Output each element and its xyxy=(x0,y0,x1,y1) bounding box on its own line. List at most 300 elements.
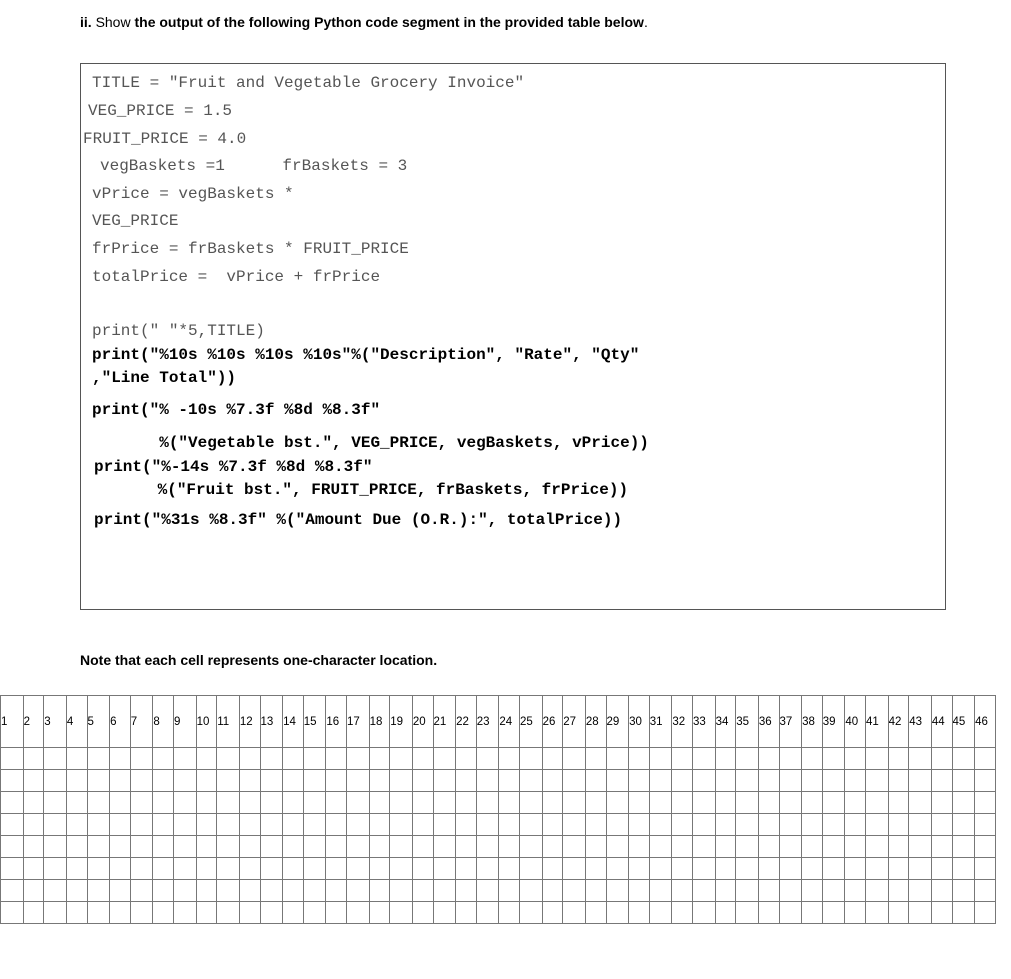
grid-cell[interactable] xyxy=(412,836,433,858)
grid-cell[interactable] xyxy=(456,770,477,792)
grid-cell[interactable] xyxy=(649,814,672,836)
grid-cell[interactable] xyxy=(260,858,283,880)
grid-cell[interactable] xyxy=(866,880,889,902)
grid-cell[interactable] xyxy=(499,902,520,924)
grid-cell[interactable] xyxy=(303,902,326,924)
grid-cell[interactable] xyxy=(931,880,952,902)
grid-cell[interactable] xyxy=(326,858,347,880)
grid-cell[interactable] xyxy=(888,770,909,792)
grid-cell[interactable] xyxy=(909,770,932,792)
grid-cell[interactable] xyxy=(239,836,260,858)
grid-cell[interactable] xyxy=(563,748,586,770)
grid-cell[interactable] xyxy=(779,748,802,770)
grid-cell[interactable] xyxy=(87,880,110,902)
grid-cell[interactable] xyxy=(66,770,87,792)
grid-cell[interactable] xyxy=(822,814,845,836)
grid-cell[interactable] xyxy=(802,836,823,858)
grid-cell[interactable] xyxy=(693,792,716,814)
grid-cell[interactable] xyxy=(779,836,802,858)
grid-cell[interactable] xyxy=(283,748,304,770)
grid-cell[interactable] xyxy=(975,902,996,924)
grid-cell[interactable] xyxy=(87,792,110,814)
grid-cell[interactable] xyxy=(390,836,413,858)
grid-cell[interactable] xyxy=(87,858,110,880)
grid-cell[interactable] xyxy=(672,814,693,836)
grid-cell[interactable] xyxy=(606,770,629,792)
grid-cell[interactable] xyxy=(499,748,520,770)
grid-cell[interactable] xyxy=(629,770,650,792)
grid-cell[interactable] xyxy=(87,902,110,924)
grid-cell[interactable] xyxy=(585,880,606,902)
grid-cell[interactable] xyxy=(390,792,413,814)
grid-cell[interactable] xyxy=(563,880,586,902)
grid-cell[interactable] xyxy=(196,792,217,814)
grid-cell[interactable] xyxy=(153,880,174,902)
grid-cell[interactable] xyxy=(217,836,240,858)
grid-cell[interactable] xyxy=(931,770,952,792)
grid-cell[interactable] xyxy=(326,836,347,858)
grid-cell[interactable] xyxy=(412,902,433,924)
grid-cell[interactable] xyxy=(866,836,889,858)
grid-cell[interactable] xyxy=(975,836,996,858)
grid-cell[interactable] xyxy=(585,814,606,836)
grid-cell[interactable] xyxy=(802,792,823,814)
grid-cell[interactable] xyxy=(283,902,304,924)
grid-cell[interactable] xyxy=(390,814,413,836)
grid-cell[interactable] xyxy=(952,770,975,792)
grid-cell[interactable] xyxy=(975,880,996,902)
grid-cell[interactable] xyxy=(563,792,586,814)
grid-cell[interactable] xyxy=(456,836,477,858)
grid-cell[interactable] xyxy=(845,814,866,836)
grid-cell[interactable] xyxy=(952,814,975,836)
grid-cell[interactable] xyxy=(866,748,889,770)
grid-cell[interactable] xyxy=(433,748,456,770)
grid-cell[interactable] xyxy=(326,814,347,836)
grid-cell[interactable] xyxy=(542,792,563,814)
grid-cell[interactable] xyxy=(845,748,866,770)
grid-cell[interactable] xyxy=(326,792,347,814)
grid-cell[interactable] xyxy=(931,858,952,880)
grid-cell[interactable] xyxy=(390,902,413,924)
grid-cell[interactable] xyxy=(456,748,477,770)
grid-cell[interactable] xyxy=(110,792,131,814)
grid-cell[interactable] xyxy=(715,792,736,814)
grid-cell[interactable] xyxy=(196,880,217,902)
grid-cell[interactable] xyxy=(66,858,87,880)
grid-cell[interactable] xyxy=(822,836,845,858)
grid-cell[interactable] xyxy=(44,836,67,858)
grid-cell[interactable] xyxy=(779,792,802,814)
grid-cell[interactable] xyxy=(585,902,606,924)
grid-cell[interactable] xyxy=(23,836,44,858)
grid-cell[interactable] xyxy=(283,814,304,836)
grid-cell[interactable] xyxy=(347,748,370,770)
grid-cell[interactable] xyxy=(909,748,932,770)
grid-cell[interactable] xyxy=(412,814,433,836)
grid-cell[interactable] xyxy=(153,792,174,814)
grid-cell[interactable] xyxy=(283,792,304,814)
grid-cell[interactable] xyxy=(174,814,197,836)
grid-cell[interactable] xyxy=(1,792,24,814)
grid-cell[interactable] xyxy=(196,836,217,858)
grid-cell[interactable] xyxy=(649,792,672,814)
grid-cell[interactable] xyxy=(130,814,153,836)
grid-cell[interactable] xyxy=(23,748,44,770)
grid-cell[interactable] xyxy=(239,858,260,880)
grid-cell[interactable] xyxy=(693,748,716,770)
grid-cell[interactable] xyxy=(23,770,44,792)
grid-cell[interactable] xyxy=(693,858,716,880)
grid-cell[interactable] xyxy=(369,770,390,792)
grid-cell[interactable] xyxy=(715,902,736,924)
grid-cell[interactable] xyxy=(520,902,543,924)
grid-cell[interactable] xyxy=(153,858,174,880)
grid-cell[interactable] xyxy=(649,858,672,880)
grid-cell[interactable] xyxy=(110,814,131,836)
grid-cell[interactable] xyxy=(217,748,240,770)
grid-cell[interactable] xyxy=(736,814,759,836)
grid-cell[interactable] xyxy=(715,836,736,858)
grid-cell[interactable] xyxy=(606,858,629,880)
grid-cell[interactable] xyxy=(44,792,67,814)
grid-cell[interactable] xyxy=(217,792,240,814)
grid-cell[interactable] xyxy=(326,880,347,902)
grid-cell[interactable] xyxy=(196,770,217,792)
grid-cell[interactable] xyxy=(542,748,563,770)
grid-cell[interactable] xyxy=(283,880,304,902)
grid-cell[interactable] xyxy=(110,770,131,792)
grid-cell[interactable] xyxy=(585,836,606,858)
grid-cell[interactable] xyxy=(779,880,802,902)
grid-cell[interactable] xyxy=(174,880,197,902)
grid-cell[interactable] xyxy=(130,792,153,814)
grid-cell[interactable] xyxy=(845,880,866,902)
grid-cell[interactable] xyxy=(44,748,67,770)
grid-cell[interactable] xyxy=(369,858,390,880)
grid-cell[interactable] xyxy=(802,880,823,902)
grid-cell[interactable] xyxy=(283,858,304,880)
grid-cell[interactable] xyxy=(520,836,543,858)
grid-cell[interactable] xyxy=(369,880,390,902)
grid-cell[interactable] xyxy=(931,902,952,924)
grid-cell[interactable] xyxy=(476,748,499,770)
grid-cell[interactable] xyxy=(975,770,996,792)
grid-cell[interactable] xyxy=(369,836,390,858)
grid-cell[interactable] xyxy=(563,858,586,880)
grid-cell[interactable] xyxy=(412,748,433,770)
grid-cell[interactable] xyxy=(606,880,629,902)
grid-cell[interactable] xyxy=(736,902,759,924)
grid-cell[interactable] xyxy=(476,836,499,858)
grid-cell[interactable] xyxy=(542,770,563,792)
grid-cell[interactable] xyxy=(975,792,996,814)
grid-cell[interactable] xyxy=(931,792,952,814)
grid-cell[interactable] xyxy=(153,814,174,836)
grid-cell[interactable] xyxy=(736,836,759,858)
grid-cell[interactable] xyxy=(909,792,932,814)
grid-cell[interactable] xyxy=(606,792,629,814)
grid-cell[interactable] xyxy=(520,880,543,902)
grid-cell[interactable] xyxy=(87,770,110,792)
grid-cell[interactable] xyxy=(347,902,370,924)
grid-cell[interactable] xyxy=(802,814,823,836)
grid-cell[interactable] xyxy=(44,814,67,836)
grid-cell[interactable] xyxy=(369,748,390,770)
grid-cell[interactable] xyxy=(369,814,390,836)
grid-cell[interactable] xyxy=(888,902,909,924)
grid-cell[interactable] xyxy=(672,902,693,924)
grid-cell[interactable] xyxy=(23,858,44,880)
grid-cell[interactable] xyxy=(44,858,67,880)
grid-cell[interactable] xyxy=(736,748,759,770)
grid-cell[interactable] xyxy=(931,814,952,836)
grid-cell[interactable] xyxy=(499,858,520,880)
grid-cell[interactable] xyxy=(499,836,520,858)
grid-cell[interactable] xyxy=(23,902,44,924)
grid-cell[interactable] xyxy=(952,748,975,770)
grid-cell[interactable] xyxy=(174,902,197,924)
grid-cell[interactable] xyxy=(909,880,932,902)
grid-cell[interactable] xyxy=(433,902,456,924)
grid-cell[interactable] xyxy=(347,858,370,880)
grid-cell[interactable] xyxy=(347,880,370,902)
grid-cell[interactable] xyxy=(866,902,889,924)
grid-cell[interactable] xyxy=(629,880,650,902)
grid-cell[interactable] xyxy=(693,770,716,792)
grid-cell[interactable] xyxy=(239,770,260,792)
grid-cell[interactable] xyxy=(758,748,779,770)
grid-cell[interactable] xyxy=(542,858,563,880)
grid-cell[interactable] xyxy=(196,902,217,924)
grid-cell[interactable] xyxy=(499,880,520,902)
grid-cell[interactable] xyxy=(369,792,390,814)
grid-cell[interactable] xyxy=(520,748,543,770)
grid-cell[interactable] xyxy=(499,814,520,836)
grid-cell[interactable] xyxy=(412,880,433,902)
grid-cell[interactable] xyxy=(888,858,909,880)
grid-cell[interactable] xyxy=(326,770,347,792)
grid-cell[interactable] xyxy=(952,880,975,902)
grid-cell[interactable] xyxy=(822,902,845,924)
grid-cell[interactable] xyxy=(845,792,866,814)
grid-cell[interactable] xyxy=(952,858,975,880)
grid-cell[interactable] xyxy=(326,902,347,924)
grid-cell[interactable] xyxy=(779,858,802,880)
grid-cell[interactable] xyxy=(196,748,217,770)
grid-cell[interactable] xyxy=(866,792,889,814)
grid-cell[interactable] xyxy=(802,858,823,880)
grid-cell[interactable] xyxy=(260,792,283,814)
grid-cell[interactable] xyxy=(563,814,586,836)
grid-cell[interactable] xyxy=(433,880,456,902)
grid-cell[interactable] xyxy=(1,836,24,858)
grid-cell[interactable] xyxy=(888,814,909,836)
grid-cell[interactable] xyxy=(433,770,456,792)
grid-cell[interactable] xyxy=(866,770,889,792)
grid-cell[interactable] xyxy=(736,858,759,880)
grid-cell[interactable] xyxy=(1,748,24,770)
grid-cell[interactable] xyxy=(629,902,650,924)
grid-cell[interactable] xyxy=(693,902,716,924)
grid-cell[interactable] xyxy=(758,836,779,858)
grid-cell[interactable] xyxy=(802,902,823,924)
grid-cell[interactable] xyxy=(952,792,975,814)
grid-cell[interactable] xyxy=(715,880,736,902)
grid-cell[interactable] xyxy=(347,770,370,792)
grid-cell[interactable] xyxy=(196,858,217,880)
grid-cell[interactable] xyxy=(369,902,390,924)
grid-cell[interactable] xyxy=(672,748,693,770)
grid-cell[interactable] xyxy=(802,770,823,792)
grid-cell[interactable] xyxy=(303,770,326,792)
grid-cell[interactable] xyxy=(520,814,543,836)
grid-cell[interactable] xyxy=(456,880,477,902)
grid-cell[interactable] xyxy=(585,792,606,814)
grid-cell[interactable] xyxy=(260,880,283,902)
grid-cell[interactable] xyxy=(866,814,889,836)
grid-cell[interactable] xyxy=(802,748,823,770)
grid-cell[interactable] xyxy=(110,880,131,902)
grid-cell[interactable] xyxy=(715,770,736,792)
grid-cell[interactable] xyxy=(563,836,586,858)
grid-cell[interactable] xyxy=(736,770,759,792)
grid-cell[interactable] xyxy=(303,858,326,880)
grid-cell[interactable] xyxy=(433,814,456,836)
grid-cell[interactable] xyxy=(174,858,197,880)
grid-cell[interactable] xyxy=(542,880,563,902)
grid-cell[interactable] xyxy=(66,792,87,814)
grid-cell[interactable] xyxy=(931,748,952,770)
grid-cell[interactable] xyxy=(649,902,672,924)
grid-cell[interactable] xyxy=(952,902,975,924)
grid-cell[interactable] xyxy=(153,836,174,858)
grid-cell[interactable] xyxy=(326,748,347,770)
grid-cell[interactable] xyxy=(110,902,131,924)
grid-cell[interactable] xyxy=(672,792,693,814)
grid-cell[interactable] xyxy=(66,880,87,902)
grid-cell[interactable] xyxy=(44,770,67,792)
grid-cell[interactable] xyxy=(758,858,779,880)
grid-cell[interactable] xyxy=(66,814,87,836)
grid-cell[interactable] xyxy=(347,792,370,814)
grid-cell[interactable] xyxy=(845,836,866,858)
grid-cell[interactable] xyxy=(174,836,197,858)
grid-cell[interactable] xyxy=(629,748,650,770)
grid-cell[interactable] xyxy=(779,814,802,836)
grid-cell[interactable] xyxy=(153,770,174,792)
grid-cell[interactable] xyxy=(23,814,44,836)
grid-cell[interactable] xyxy=(693,814,716,836)
grid-cell[interactable] xyxy=(174,770,197,792)
grid-cell[interactable] xyxy=(845,770,866,792)
grid-cell[interactable] xyxy=(174,792,197,814)
grid-cell[interactable] xyxy=(629,836,650,858)
grid-cell[interactable] xyxy=(629,814,650,836)
grid-cell[interactable] xyxy=(866,858,889,880)
grid-cell[interactable] xyxy=(239,902,260,924)
grid-cell[interactable] xyxy=(260,902,283,924)
grid-cell[interactable] xyxy=(456,814,477,836)
grid-cell[interactable] xyxy=(347,836,370,858)
grid-cell[interactable] xyxy=(1,770,24,792)
grid-cell[interactable] xyxy=(23,880,44,902)
grid-cell[interactable] xyxy=(715,748,736,770)
grid-cell[interactable] xyxy=(822,770,845,792)
grid-cell[interactable] xyxy=(476,880,499,902)
grid-cell[interactable] xyxy=(433,836,456,858)
grid-cell[interactable] xyxy=(130,880,153,902)
grid-cell[interactable] xyxy=(563,770,586,792)
grid-cell[interactable] xyxy=(1,858,24,880)
grid-cell[interactable] xyxy=(845,902,866,924)
grid-cell[interactable] xyxy=(433,792,456,814)
grid-cell[interactable] xyxy=(499,792,520,814)
grid-cell[interactable] xyxy=(542,902,563,924)
grid-cell[interactable] xyxy=(779,770,802,792)
grid-cell[interactable] xyxy=(520,792,543,814)
grid-cell[interactable] xyxy=(909,902,932,924)
grid-cell[interactable] xyxy=(66,902,87,924)
grid-cell[interactable] xyxy=(585,858,606,880)
grid-cell[interactable] xyxy=(390,770,413,792)
grid-cell[interactable] xyxy=(390,880,413,902)
grid-cell[interactable] xyxy=(239,814,260,836)
grid-cell[interactable] xyxy=(520,858,543,880)
grid-cell[interactable] xyxy=(87,814,110,836)
grid-cell[interactable] xyxy=(433,858,456,880)
grid-cell[interactable] xyxy=(66,748,87,770)
grid-cell[interactable] xyxy=(606,836,629,858)
grid-cell[interactable] xyxy=(693,836,716,858)
grid-cell[interactable] xyxy=(260,836,283,858)
grid-cell[interactable] xyxy=(260,814,283,836)
grid-cell[interactable] xyxy=(975,858,996,880)
grid-cell[interactable] xyxy=(672,880,693,902)
grid-cell[interactable] xyxy=(499,770,520,792)
grid-cell[interactable] xyxy=(931,836,952,858)
grid-cell[interactable] xyxy=(23,792,44,814)
grid-cell[interactable] xyxy=(952,836,975,858)
grid-cell[interactable] xyxy=(390,748,413,770)
grid-cell[interactable] xyxy=(456,902,477,924)
grid-cell[interactable] xyxy=(888,836,909,858)
grid-cell[interactable] xyxy=(1,814,24,836)
grid-cell[interactable] xyxy=(303,748,326,770)
grid-cell[interactable] xyxy=(66,836,87,858)
grid-cell[interactable] xyxy=(845,858,866,880)
grid-cell[interactable] xyxy=(629,792,650,814)
grid-cell[interactable] xyxy=(758,902,779,924)
grid-cell[interactable] xyxy=(822,792,845,814)
grid-cell[interactable] xyxy=(715,858,736,880)
grid-cell[interactable] xyxy=(888,880,909,902)
grid-cell[interactable] xyxy=(672,836,693,858)
grid-cell[interactable] xyxy=(217,902,240,924)
grid-cell[interactable] xyxy=(672,858,693,880)
grid-cell[interactable] xyxy=(758,792,779,814)
grid-cell[interactable] xyxy=(283,836,304,858)
grid-cell[interactable] xyxy=(110,748,131,770)
grid-cell[interactable] xyxy=(736,880,759,902)
grid-cell[interactable] xyxy=(975,814,996,836)
grid-cell[interactable] xyxy=(542,814,563,836)
grid-cell[interactable] xyxy=(542,836,563,858)
grid-cell[interactable] xyxy=(130,836,153,858)
grid-cell[interactable] xyxy=(649,748,672,770)
grid-cell[interactable] xyxy=(217,858,240,880)
grid-cell[interactable] xyxy=(563,902,586,924)
